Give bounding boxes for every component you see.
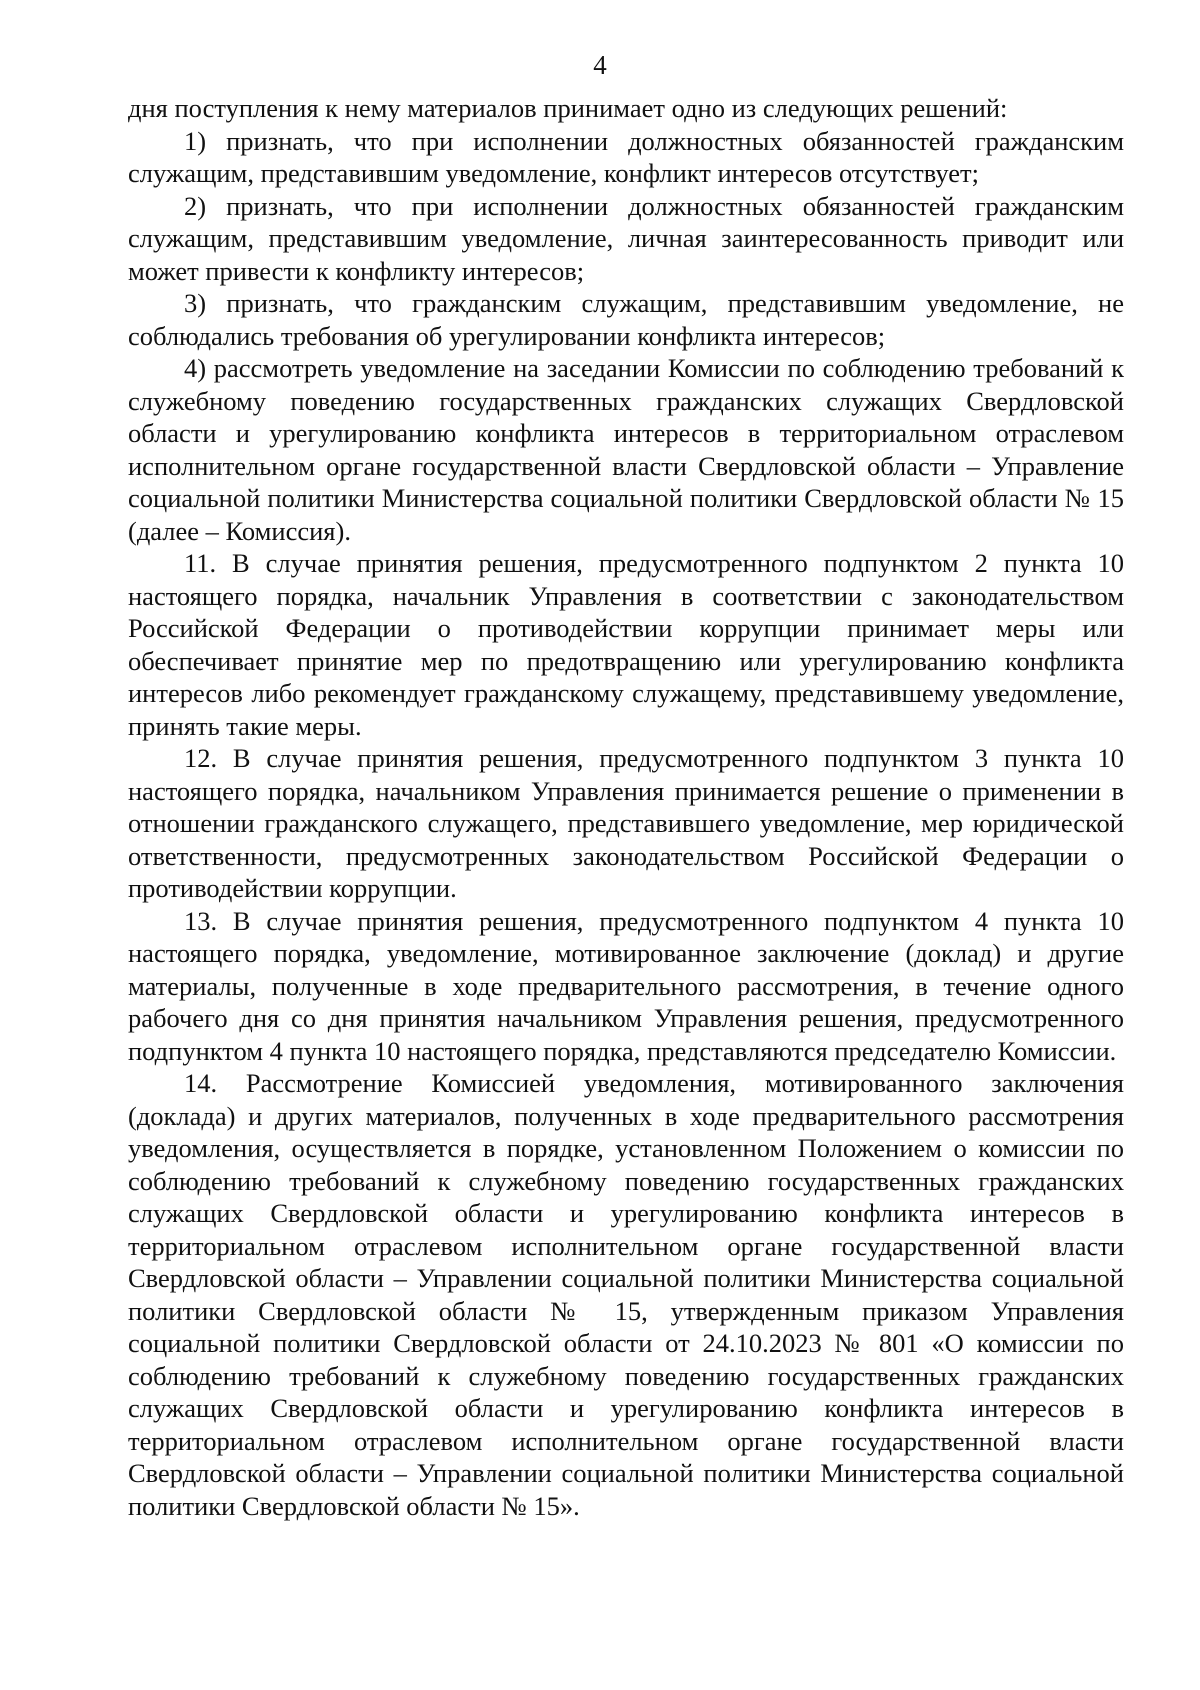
page-number: 4 bbox=[593, 50, 607, 80]
decision-item-3: 3) признать, что гражданским служащим, представившим уведомление, не соблюдались требования об урегулировании конфликта интересов; bbox=[128, 288, 1124, 351]
decision-item-4: 4) рассмотреть уведомление на заседании Комиссии по соблюдению требований к служебному поведению государственных гражданских служащих Свердловской области и урегулированию конфликта интересов в территориальном отраслевом исполнительном органе государственной власти Свердловской области – Управление социальной политики Министерства социальной политики Свердловской области № 15 (далее – Комиссия). bbox=[128, 353, 1124, 546]
clause-13: 13. В случае принятия решения, предусмотренного подпунктом 4 пункта 10 настоящего порядка, уведомление, мотивированное заключение (доклад) и другие материалы, полученные в ходе предварительного рассмотрения, в течение одного рабочего дня со дня принятия начальником Управления решения, предусмотренного подпунктом 4 пункта 10 настоящего порядка, представляются председателю Комиссии. bbox=[128, 905, 1124, 1066]
clause-14: 14. Рассмотрение Комиссией уведомления, мотивированного заключения (доклада) и других материалов, полученных в ходе предварительного рассмотрения уведомления, осуществляется в порядке, установленном Положением о комиссии по соблюдению требований к служебному поведению государственных гражданских служащих Свердловской области и урегулированию конфликта интересов в территориальном отраслевом исполнительном органе государственной власти Свердловской области – Управлении социальной политики Министерства социальной политики Свердловской области № 15, утвержденным приказом Управления социальной политики Свердловской области от 24.10.2023 № 801 «О комиссии по соблюдению требований к служебному поведению государственных гражданских служащих Свердловской области и урегулированию конфликта интересов в территориальном отраслевом исполнительном органе государственной власти Свердловской области – Управлении социальной политики Министерства социальной политики Свердловской области № 15». bbox=[128, 1068, 1124, 1521]
decision-item-2: 2) признать, что при исполнении должностных обязанностей гражданским служащим, представившим уведомление, личная заинтересованность приводит или может привести к конфликту интересов; bbox=[128, 190, 1124, 286]
clause-11: 11. В случае принятия решения, предусмотренного подпунктом 2 пункта 10 настоящего порядка, начальник Управления в соответствии с законодательством Российской Федерации о противодействии коррупции принимает меры или обеспечивает принятие мер по предотвращению или урегулированию конфликта интересов либо рекомендует гражданскому служащему, представившему уведомление, принять такие меры. bbox=[128, 548, 1124, 741]
paragraph-continuation: дня поступления к нему материалов принимает одно из следующих решений: bbox=[128, 93, 1008, 123]
decision-item-1: 1) признать, что при исполнении должностных обязанностей гражданским служащим, представившим уведомление, конфликт интересов отсутствует; bbox=[128, 125, 1124, 188]
clause-12: 12. В случае принятия решения, предусмотренного подпунктом 3 пункта 10 настоящего порядка, начальником Управления принимается решение о применении в отношении гражданского служащего, представившего уведомление, мер юридической ответственности, предусмотренных законодательством Российской Федерации о противодействии коррупции. bbox=[128, 743, 1124, 903]
document-body bbox=[128, 92, 1124, 1522]
